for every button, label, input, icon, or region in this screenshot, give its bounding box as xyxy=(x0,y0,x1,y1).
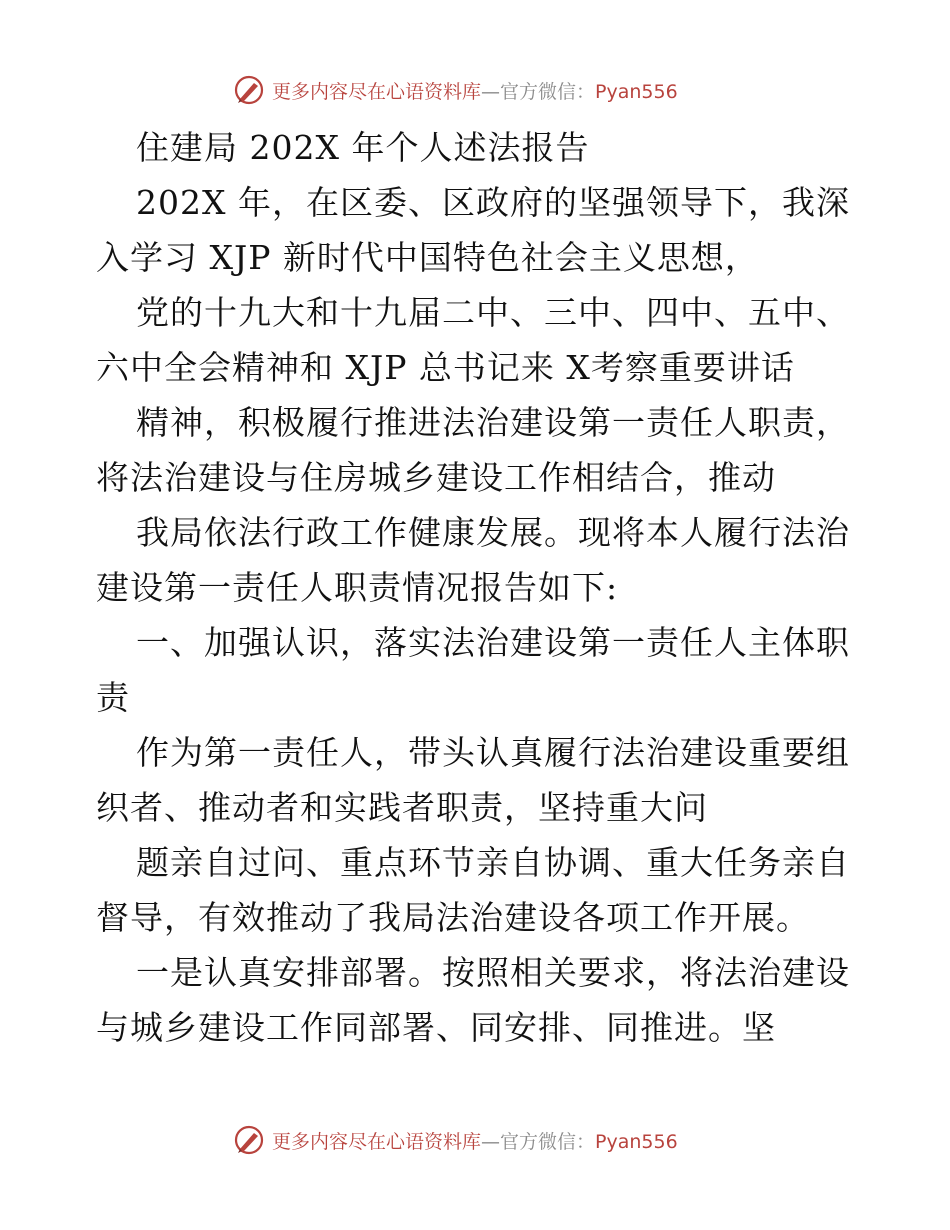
text-line: 督导，有效推动了我局法治建设各项工作开展。 xyxy=(96,898,810,937)
text-line: 202X 年，在区委、区政府的坚强领导下，我深 xyxy=(136,183,850,222)
text-line: 题亲自过问、重点环节亲自协调、重大任务亲自 xyxy=(136,843,850,882)
header-banner-id: Pyan556 xyxy=(595,80,678,103)
text-line: 作为第一责任人，带头认真履行法治建设重要组 xyxy=(136,733,850,772)
text-line: 党的十九大和十九届二中、三中、四中、五中、 xyxy=(136,293,850,332)
document-title: 住建局 202X 年个人述法报告 xyxy=(136,128,590,167)
header-banner-sep: —官方微信： xyxy=(481,80,596,103)
text-line: 精神，积极履行推进法治建设第一责任人职责， xyxy=(136,403,850,442)
footer-banner-sep: —官方微信： xyxy=(481,1130,596,1153)
footer-banner-id: Pyan556 xyxy=(595,1130,678,1153)
text-line: 我局依法行政工作健康发展。现将本人履行法治 xyxy=(136,513,850,552)
section-heading-cont: 责 xyxy=(96,678,130,717)
text-line: 织者、推动者和实践者职责，坚持重大问 xyxy=(96,788,708,827)
text-line: 一是认真安排部署。按照相关要求，将法治建设 xyxy=(136,953,850,992)
text-line: 六中全会精神和 XJP 总书记来 X考察重要讲话 xyxy=(96,348,795,387)
header-banner-main: 更多内容尽在心语资料库 xyxy=(272,80,482,103)
footer-banner-main: 更多内容尽在心语资料库 xyxy=(272,1130,482,1153)
text-line: 与城乡建设工作同部署、同安排、同推进。坚 xyxy=(96,1008,776,1047)
text-line: 将法治建设与住房城乡建设工作相结合，推动 xyxy=(96,458,776,497)
document-body xyxy=(96,120,856,1055)
pen-logo-icon xyxy=(232,1123,266,1157)
text-line: 入学习 XJP 新时代中国特色社会主义思想， xyxy=(96,238,759,277)
footer-watermark-banner xyxy=(232,1120,678,1160)
text-line: 建设第一责任人职责情况报告如下: xyxy=(96,568,619,607)
section-heading: 一、加强认识，落实法治建设第一责任人主体职 xyxy=(136,623,850,662)
header-watermark-banner xyxy=(232,70,678,110)
pen-logo-icon xyxy=(232,73,266,107)
